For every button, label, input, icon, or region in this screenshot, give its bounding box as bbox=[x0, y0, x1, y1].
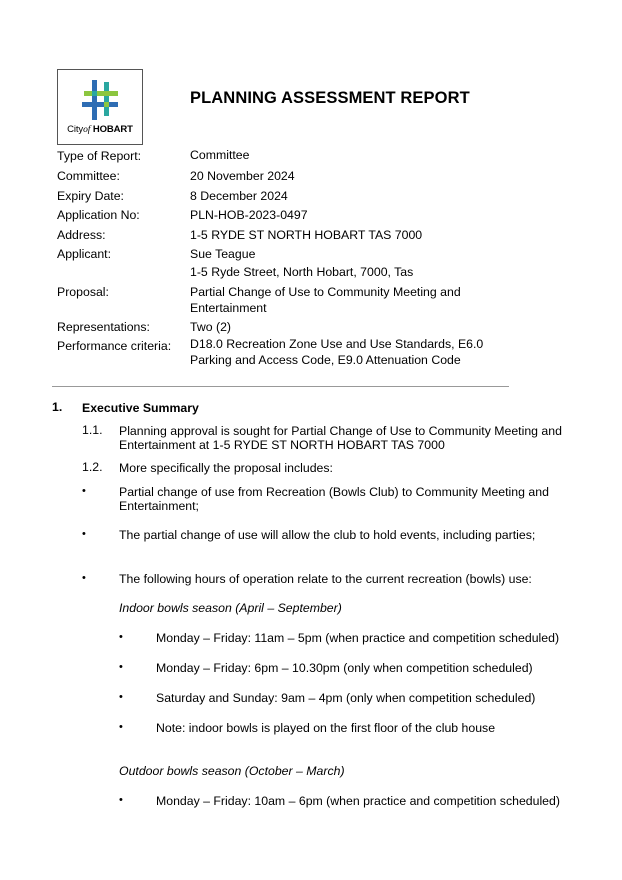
application-no-value: PLN-HOB-2023-0497 bbox=[190, 208, 308, 222]
divider bbox=[52, 386, 509, 387]
indoor-hours-item: Monday – Friday: 11am – 5pm (when practice and competition scheduled) bbox=[156, 631, 560, 645]
outdoor-hours-item: Monday – Friday: 10am – 6pm (when practice and competition scheduled) bbox=[156, 794, 560, 808]
proposal-value-line-1: Partial Change of Use to Community Meeting and bbox=[190, 285, 461, 299]
bullet-icon: • bbox=[119, 691, 123, 703]
applicant-address: 1-5 Ryde Street, North Hobart, 7000, Tas bbox=[190, 265, 414, 279]
type-of-report-label: Type of Report: bbox=[57, 149, 142, 163]
logo-wordmark bbox=[58, 124, 142, 135]
type-of-report-value: Committee bbox=[190, 148, 250, 162]
representations-label: Representations: bbox=[57, 320, 150, 334]
applicant-name: Sue Teague bbox=[190, 247, 256, 261]
indoor-season-heading: Indoor bowls season (April – September) bbox=[119, 601, 342, 615]
committee-label: Committee: bbox=[57, 169, 120, 183]
indoor-hours-item: Saturday and Sunday: 9am – 4pm (only when competition scheduled) bbox=[156, 691, 536, 705]
section-heading: Executive Summary bbox=[82, 401, 199, 415]
address-label: Address: bbox=[57, 228, 106, 242]
bullet-icon: • bbox=[119, 661, 123, 673]
address-value: 1-5 RYDE ST NORTH HOBART TAS 7000 bbox=[190, 228, 423, 242]
section-number: 1. bbox=[52, 400, 63, 414]
performance-criteria-label: Performance criteria: bbox=[57, 339, 172, 353]
logo-city-text: City bbox=[67, 124, 84, 135]
bullet-icon: • bbox=[119, 631, 123, 643]
application-no-label: Application No: bbox=[57, 208, 140, 222]
bullet-icon: • bbox=[82, 528, 86, 540]
bullet-text: Partial change of use from Recreation (Bowls Club) to Community Meeting and bbox=[119, 485, 549, 499]
bullet-text: The following hours of operation relate to the current recreation (bowls) use: bbox=[119, 572, 532, 586]
paragraph-line: Planning approval is sought for Partial Change of Use to Community Meeting and bbox=[119, 424, 562, 438]
hobart-logo-icon bbox=[82, 80, 120, 120]
logo-of-text: of bbox=[83, 125, 91, 135]
paragraph-line: More specifically the proposal includes: bbox=[119, 461, 333, 475]
indoor-hours-item: Monday – Friday: 6pm – 10.30pm (only when competition scheduled) bbox=[156, 661, 533, 675]
logo-hobart-text: HOBART bbox=[92, 124, 133, 135]
performance-criteria-line-2: Parking and Access Code, E9.0 Attenuation Code bbox=[190, 353, 461, 367]
performance-criteria-line-1: D18.0 Recreation Zone Use and Use Standards, E6.0 bbox=[190, 337, 484, 351]
bullet-icon: • bbox=[119, 794, 123, 806]
paragraph-number: 1.2. bbox=[82, 460, 103, 474]
representations-value: Two (2) bbox=[190, 320, 231, 334]
bullet-text: Entertainment; bbox=[119, 499, 199, 513]
bullet-icon: • bbox=[82, 485, 86, 497]
bullet-text: The partial change of use will allow the club to hold events, including parties; bbox=[119, 528, 536, 542]
paragraph-number: 1.1. bbox=[82, 423, 103, 437]
report-title: PLANNING ASSESSMENT REPORT bbox=[190, 89, 470, 107]
expiry-date-label: Expiry Date: bbox=[57, 189, 124, 203]
city-of-hobart-logo bbox=[57, 69, 143, 145]
proposal-label: Proposal: bbox=[57, 285, 109, 299]
bullet-icon: • bbox=[82, 572, 86, 584]
outdoor-season-heading: Outdoor bowls season (October – March) bbox=[119, 764, 345, 778]
expiry-date-value: 8 December 2024 bbox=[190, 189, 288, 203]
indoor-hours-item: Note: indoor bowls is played on the first floor of the club house bbox=[156, 721, 496, 735]
proposal-value-line-2: Entertainment bbox=[190, 301, 267, 315]
committee-value: 20 November 2024 bbox=[190, 169, 295, 183]
applicant-label: Applicant: bbox=[57, 247, 112, 261]
paragraph-line: Entertainment at 1-5 RYDE ST NORTH HOBART TAS 7000 bbox=[119, 438, 445, 452]
bullet-icon: • bbox=[119, 721, 123, 733]
